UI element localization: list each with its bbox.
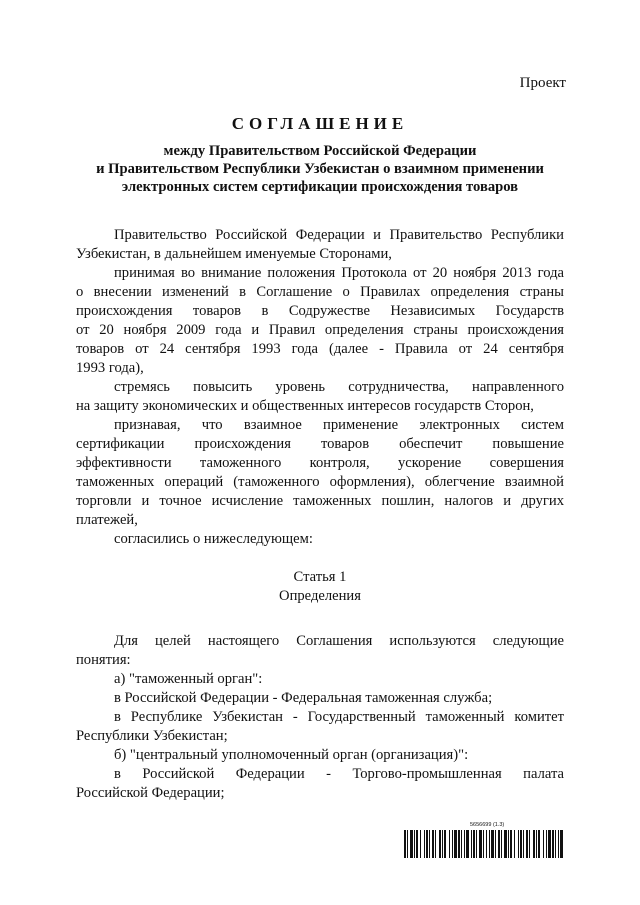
paragraph-line: происхождения товаров в Содружестве Независимых Государств [76,303,564,319]
article-paragraph [76,708,564,746]
article-paragraph [76,632,564,670]
paragraph-line: в Республике Узбекистан - Государственный таможенный комитет [114,709,564,725]
subtitle-line: электронных систем сертификации происхождения товаров [121,179,519,195]
preamble-paragraph [76,264,564,378]
paragraph-line: платежей, [76,512,138,528]
article-paragraph [76,689,564,708]
article-paragraph [76,765,564,803]
barcode-icon [404,830,564,858]
subtitle-line: между Правительством Российской Федерации [163,143,477,159]
paragraph-line: в Российской Федерации - Федеральная таможенная служба; [114,690,493,706]
paragraph-line: товаров от 24 сентября 1993 года (далее - Правила от 24 сентября [76,341,564,357]
paragraph-line: торговли и точное исчисление таможенных пошлин, налогов и других [76,493,564,509]
paragraph-line: 1993 года), [76,360,144,376]
paragraph-line: в Российской Федерации - Торгово-промышленная палата [114,766,564,782]
preamble-paragraph [76,226,564,264]
paragraph-line: а) "таможенный орган": [114,671,263,687]
subtitle-line: и Правительством Республики Узбекистан о взаимном применении [96,161,544,177]
preamble-paragraph [76,378,564,416]
paragraph-line: понятия: [76,652,131,668]
paragraph-line: б) "центральный уполномоченный орган (организация)": [114,747,469,763]
article-number: Статья 1 [293,569,347,585]
paragraph-line: о внесении изменений в Соглашение о Правилах определения страны [76,284,564,300]
paragraph-line: Узбекистан, в дальнейшем именуемые Сторонами, [76,246,392,262]
document-body [76,226,564,803]
paragraph-line: от 20 ноября 2009 года и Правил определения страны происхождения [76,322,564,338]
paragraph-line: принимая во внимание положения Протокола от 20 ноября 2013 года [114,265,564,281]
paragraph-line: сертификации происхождения товаров обеспечит повышение [76,436,564,452]
paragraph-line: Для целей настоящего Соглашения используются следующие [114,633,564,649]
title-block [76,114,564,196]
paragraph-line: Российской Федерации; [76,785,225,801]
paragraph-line: согласились о нижеследующем: [114,531,313,547]
paragraph-line: Правительство Российской Федерации и Правительство Республики [114,227,564,243]
paragraph-line: таможенных операций (таможенного оформления), облегчение взаимной [76,474,564,490]
paragraph-line: признавая, что взаимное применение электронных систем [114,417,564,433]
preamble-paragraph [76,530,564,549]
draft-label: Проект [519,75,566,91]
document-title: СОГЛАШЕНИЕ [231,114,409,133]
preamble-paragraph [76,416,564,530]
paragraph-line: стремясь повысить уровень сотрудничества, направленного [114,379,564,395]
paragraph-line: эффективности таможенного контроля, ускорение совершения [76,455,564,471]
paragraph-line: Республики Узбекистан; [76,728,228,744]
barcode-number: 5656699 (1.3) [470,822,505,828]
paragraph-line: на защиту экономических и общественных интересов государств Сторон, [76,398,534,414]
article-paragraph [76,746,564,765]
article-paragraph [76,670,564,689]
barcode-area [404,822,564,862]
article-heading: Определения [279,588,361,604]
